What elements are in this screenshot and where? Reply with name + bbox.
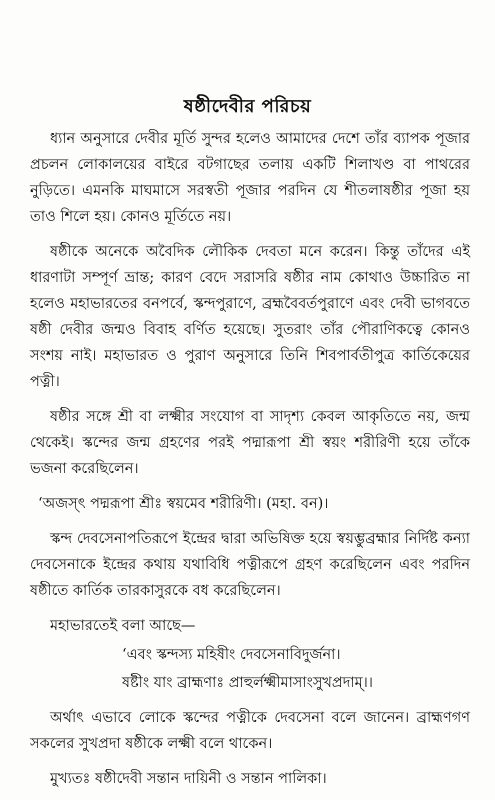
paragraph-4: স্কন্দ দেবসেনাপতিরূপে ইন্দ্রের দ্বারা অভিষিক্ত হয়ে স্বয়ম্ভুব্রহ্মার নির্দিষ্ট কন্যা দেবসেনাকে ইন্দ্রের কথায় যথাবিধি পত্নীরূপে গ্রহণ করেছিলেন এবং পরদিন ষষ্ঠীতে কার্তিক তারকাসুরকে বধ করেছিলেন। (30, 531, 470, 599)
paragraph-1: ধ্যান অনুসারে দেবীর মূর্তি সুন্দর হলেও আমাদের দেশে তাঁর ব্যাপক পূজার প্রচলন লোকালয়ের বাইরে বটগাছের তলায় একটি শিলাখণ্ড বা পাথরের নুড়িতে। এমনকি মাঘমাসে সরস্বতী পূজার পরদিন যে শীতলাষষ্ঠীর পূজা হয় তাও শিলে হয়। কোনও মূর্তিতে নয়। (30, 131, 470, 225)
paragraph-6: অর্থাৎ এভাবে লোকে স্কন্দের পত্নীকে দেবসেনা বলে জানেন। ব্রাহ্মণগণ সকলের সুখপ্রদা ষষ্ঠীকে লক্ষ্মী বলে থাকেন। (30, 710, 470, 752)
quotation-line: ‘অজস্ৎ পদ্মরূপা শ্রীঃ স্বয়মেব শরীরিণী। (মহা. বন)। (38, 496, 329, 512)
paragraph-7: মুখ্যতঃ ষষ্ঠীদেবী সন্তান দায়িনী ও সন্তান পালিকা। (50, 771, 327, 787)
shloka-line-2: ষষ্টীং যাং ব্রাহ্মণাঃ প্রাহুর্লক্ষ্মীমাসাংসুখপ্রদাম্।। (122, 675, 373, 691)
paragraph-3: ষষ্ঠীর সঙ্গে শ্রী বা লক্ষ্মীর সংযোগ বা সাদৃশ্য কেবল আকৃতিতে নয়, জন্ম থেকেই। স্কন্দের জন্ম গ্রহণের পরই পদ্মারূপা শ্রী স্বয়ং শরীরিণী হয়ে তাঁকে ভজনা করেছিলেন। (30, 409, 470, 477)
page-body (30, 126, 470, 801)
paragraph-5: মহাভারতেই বলা আছে— (50, 618, 196, 634)
shloka-line-1: ‘এবং স্কন্দস্য মহিষীং দেবসেনাবিদুর্জনা। (122, 647, 341, 663)
chapter-title: ষষ্ঠীদেবীর পরিচয় (183, 96, 312, 117)
paragraph-2: ষষ্ঠীকে অনেকে অবৈদিক লৌকিক দেবতা মনে করেন। কিন্তু তাঁদের এই ধারণাটা সম্পূর্ণ ভ্রান্ত; কারণ বেদে সরাসরি ষষ্ঠীর নাম কোথাও উচ্চারিত না হলেও মহাভারতের বনপর্বে, স্কন্দপুরাণে, ব্রহ্মবৈবর্তপুরাণে এবং দেবী ভাগবতে ষষ্ঠী দেবীর জন্মও বিবাহ বর্ণিত হয়েছে। সুতরাং তাঁর পৌরাণিকত্বে কোনও সংশয় নাই। মহাভারত ও পুরাণ অনুসারে তিনি শিবপার্বতীপুত্র কার্তিকেয়ের পত্নী। (30, 244, 470, 390)
